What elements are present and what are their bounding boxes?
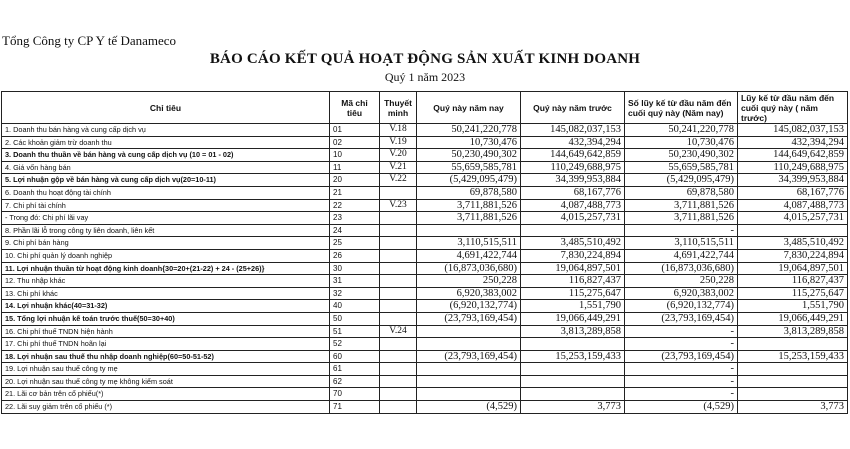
column-header-note: Thuyết minh — [380, 92, 417, 124]
row-ytd-previous: 19,064,897,501 — [738, 262, 848, 275]
row-code: 50 — [330, 312, 380, 325]
row-note — [380, 300, 417, 313]
row-current-quarter — [417, 325, 521, 338]
column-header-indicator: Chỉ tiêu — [2, 92, 330, 124]
row-previous-quarter: 34,399,953,884 — [521, 174, 625, 187]
row-ytd-current: (23,793,169,454) — [625, 312, 738, 325]
row-ytd-previous: 3,773 — [738, 401, 848, 414]
row-ytd-current: - — [625, 388, 738, 401]
row-note: V.24 — [380, 325, 417, 338]
row-ytd-previous — [738, 375, 848, 388]
row-note: V.21 — [380, 161, 417, 174]
report-title: BÁO CÁO KẾT QUẢ HOẠT ĐỘNG SẢN XUẤT KINH DOANH — [209, 51, 641, 67]
row-previous-quarter — [521, 388, 625, 401]
row-label: 11. Lợi nhuận thuần từ hoạt động kinh doanh{30=20+(21-22) + 24 - (25+26)} — [2, 262, 330, 275]
row-label: 7. Chi phí tài chính — [2, 199, 330, 212]
row-code: 02 — [330, 136, 380, 149]
table-row — [2, 325, 848, 338]
column-header-previous-quarter: Quý này năm trước — [521, 92, 625, 124]
row-label: 6. Doanh thu hoạt động tài chính — [2, 186, 330, 199]
row-ytd-previous: 145,082,037,153 — [738, 124, 848, 137]
table-row — [2, 224, 848, 237]
row-ytd-previous: 34,399,953,884 — [738, 174, 848, 187]
table-row — [2, 287, 848, 300]
row-previous-quarter: 110,249,688,975 — [521, 161, 625, 174]
row-code: 24 — [330, 224, 380, 237]
row-label: 1. Doanh thu bán hàng và cung cấp dịch vụ — [2, 124, 330, 137]
row-current-quarter — [417, 224, 521, 237]
table-row — [2, 161, 848, 174]
row-ytd-current: (4,529) — [625, 401, 738, 414]
column-header-ytd-previous: Lũy kế từ đầu năm đến cuối quý này ( năm trước) — [738, 92, 848, 124]
row-ytd-current: - — [625, 338, 738, 351]
row-code: 61 — [330, 363, 380, 376]
row-ytd-previous: 4,087,488,773 — [738, 199, 848, 212]
row-ytd-previous: 3,813,289,858 — [738, 325, 848, 338]
row-note — [380, 350, 417, 363]
row-previous-quarter: 4,087,488,773 — [521, 199, 625, 212]
row-current-quarter: (6,920,132,774) — [417, 300, 521, 313]
row-code: 20 — [330, 174, 380, 187]
row-current-quarter: (23,793,169,454) — [417, 350, 521, 363]
row-label: 10. Chi phí quản lý doanh nghiệp — [2, 249, 330, 262]
row-ytd-current: (5,429,095,479) — [625, 174, 738, 187]
row-ytd-previous — [738, 388, 848, 401]
row-code: 40 — [330, 300, 380, 313]
table-row — [2, 262, 848, 275]
row-note — [380, 375, 417, 388]
row-current-quarter: 6,920,383,002 — [417, 287, 521, 300]
row-ytd-previous: 68,167,776 — [738, 186, 848, 199]
row-ytd-previous: 15,253,159,433 — [738, 350, 848, 363]
row-previous-quarter: 3,485,510,492 — [521, 237, 625, 250]
row-previous-quarter: 4,015,257,731 — [521, 212, 625, 225]
row-ytd-current: - — [625, 224, 738, 237]
row-ytd-current: 55,659,585,781 — [625, 161, 738, 174]
row-note: V.22 — [380, 174, 417, 187]
table-row — [2, 149, 848, 162]
row-code: 30 — [330, 262, 380, 275]
row-ytd-current: 3,711,881,526 — [625, 212, 738, 225]
row-current-quarter: 10,730,476 — [417, 136, 521, 149]
row-code: 22 — [330, 199, 380, 212]
row-current-quarter: (23,793,169,454) — [417, 312, 521, 325]
row-previous-quarter: 19,066,449,291 — [521, 312, 625, 325]
column-header-ytd-current: Số lũy kế từ đầu năm đến cuối quý này (Năm nay) — [625, 92, 738, 124]
row-current-quarter: 55,659,585,781 — [417, 161, 521, 174]
row-note: V.23 — [380, 199, 417, 212]
row-label: 21. Lãi cơ bản trên cổ phiếu(*) — [2, 388, 330, 401]
row-code: 31 — [330, 275, 380, 288]
row-note: V.18 — [380, 124, 417, 137]
table-row — [2, 338, 848, 351]
row-note — [380, 237, 417, 250]
row-ytd-current: - — [625, 325, 738, 338]
row-label: 20. Lợi nhuận sau thuế công ty mẹ không kiểm soát — [2, 375, 330, 388]
row-previous-quarter: 432,394,294 — [521, 136, 625, 149]
row-ytd-previous: 7,830,224,894 — [738, 249, 848, 262]
row-note — [380, 287, 417, 300]
row-note — [380, 312, 417, 325]
row-previous-quarter — [521, 338, 625, 351]
row-current-quarter: 3,711,881,526 — [417, 199, 521, 212]
row-ytd-current: 50,241,220,778 — [625, 124, 738, 137]
row-current-quarter: 4,691,422,744 — [417, 249, 521, 262]
row-label: 22. Lãi suy giảm trên cổ phiếu (*) — [2, 401, 330, 414]
table-row — [2, 174, 848, 187]
row-note — [380, 363, 417, 376]
row-previous-quarter: 68,167,776 — [521, 186, 625, 199]
row-current-quarter: 250,228 — [417, 275, 521, 288]
row-ytd-current: (23,793,169,454) — [625, 350, 738, 363]
table-row — [2, 388, 848, 401]
table-row — [2, 124, 848, 137]
table-row — [2, 136, 848, 149]
row-previous-quarter — [521, 375, 625, 388]
row-label: 4. Giá vốn hàng bán — [2, 161, 330, 174]
row-ytd-current: (6,920,132,774) — [625, 300, 738, 313]
row-note — [380, 275, 417, 288]
row-label: 13. Chi phí khác — [2, 287, 330, 300]
row-previous-quarter: 19,064,897,501 — [521, 262, 625, 275]
row-ytd-current: 3,110,515,511 — [625, 237, 738, 250]
row-previous-quarter: 115,275,647 — [521, 287, 625, 300]
row-label: 8. Phần lãi lỗ trong công ty liên doanh, liên kết — [2, 224, 330, 237]
row-code: 21 — [330, 186, 380, 199]
row-previous-quarter: 3,813,289,858 — [521, 325, 625, 338]
row-code: 51 — [330, 325, 380, 338]
row-current-quarter: 50,241,220,778 — [417, 124, 521, 137]
row-current-quarter: 3,110,515,511 — [417, 237, 521, 250]
row-ytd-current: - — [625, 375, 738, 388]
row-label: 14. Lợi nhuận khác(40=31-32) — [2, 300, 330, 313]
row-note — [380, 186, 417, 199]
column-header-current-quarter: Quý này năm nay — [417, 92, 521, 124]
row-ytd-current: 3,711,881,526 — [625, 199, 738, 212]
row-current-quarter — [417, 338, 521, 351]
row-ytd-current: 10,730,476 — [625, 136, 738, 149]
row-current-quarter — [417, 363, 521, 376]
row-label: 17. Chi phí thuế TNDN hoãn lại — [2, 338, 330, 351]
row-current-quarter: 69,878,580 — [417, 186, 521, 199]
table-row — [2, 401, 848, 414]
table-row — [2, 212, 848, 225]
row-code: 11 — [330, 161, 380, 174]
row-note — [380, 388, 417, 401]
row-ytd-current: (16,873,036,680) — [625, 262, 738, 275]
row-note — [380, 262, 417, 275]
row-code: 23 — [330, 212, 380, 225]
row-current-quarter: (16,873,036,680) — [417, 262, 521, 275]
row-ytd-previous: 110,249,688,975 — [738, 161, 848, 174]
row-label: 12. Thu nhập khác — [2, 275, 330, 288]
row-label: 9. Chi phí bán hàng — [2, 237, 330, 250]
table-row — [2, 375, 848, 388]
row-ytd-previous: 432,394,294 — [738, 136, 848, 149]
row-ytd-current: 69,878,580 — [625, 186, 738, 199]
row-label: 19. Lợi nhuận sau thuế công ty mẹ — [2, 363, 330, 376]
row-ytd-previous: 4,015,257,731 — [738, 212, 848, 225]
row-code: 52 — [330, 338, 380, 351]
company-name: Tổng Công ty CP Y tế Danameco — [2, 33, 177, 48]
table-header-row — [2, 92, 848, 124]
row-ytd-previous: 115,275,647 — [738, 287, 848, 300]
row-ytd-current: 250,228 — [625, 275, 738, 288]
income-statement-table — [1, 91, 848, 414]
table-row — [2, 186, 848, 199]
row-previous-quarter — [521, 363, 625, 376]
row-code: 70 — [330, 388, 380, 401]
row-note — [380, 249, 417, 262]
row-label: 3. Doanh thu thuần về bán hàng và cung cấp dịch vụ (10 = 01 - 02) — [2, 149, 330, 162]
row-label: 2. Các khoản giảm trừ doanh thu — [2, 136, 330, 149]
row-ytd-previous: 116,827,437 — [738, 275, 848, 288]
row-note: V.20 — [380, 149, 417, 162]
row-code: 10 — [330, 149, 380, 162]
row-code: 71 — [330, 401, 380, 414]
report-period: Quý 1 năm 2023 — [384, 70, 466, 84]
row-code: 62 — [330, 375, 380, 388]
column-header-code: Mã chỉ tiêu — [330, 92, 380, 124]
row-previous-quarter: 1,551,790 — [521, 300, 625, 313]
row-ytd-current: - — [625, 363, 738, 376]
row-previous-quarter: 144,649,642,859 — [521, 149, 625, 162]
row-ytd-previous — [738, 338, 848, 351]
row-ytd-previous: 3,485,510,492 — [738, 237, 848, 250]
table-row — [2, 312, 848, 325]
row-label: 5. Lợi nhuận gộp về bán hàng và cung cấp dịch vụ(20=10-11) — [2, 174, 330, 187]
row-previous-quarter: 3,773 — [521, 401, 625, 414]
table-row — [2, 300, 848, 313]
row-code: 01 — [330, 124, 380, 137]
row-previous-quarter: 145,082,037,153 — [521, 124, 625, 137]
row-previous-quarter: 7,830,224,894 — [521, 249, 625, 262]
row-code: 25 — [330, 237, 380, 250]
row-previous-quarter: 116,827,437 — [521, 275, 625, 288]
row-current-quarter — [417, 388, 521, 401]
row-ytd-previous: 19,066,449,291 — [738, 312, 848, 325]
table-row — [2, 275, 848, 288]
table-row — [2, 199, 848, 212]
table-row — [2, 350, 848, 363]
row-code: 32 — [330, 287, 380, 300]
row-ytd-previous — [738, 363, 848, 376]
row-current-quarter: (4,529) — [417, 401, 521, 414]
row-label: 15. Tổng lợi nhuận kế toán trước thuế(50=30+40) — [2, 312, 330, 325]
row-current-quarter: (5,429,095,479) — [417, 174, 521, 187]
row-label: 18. Lợi nhuận sau thuế thu nhập doanh nghiệp(60=50-51-52) — [2, 350, 330, 363]
row-ytd-current: 50,230,490,302 — [625, 149, 738, 162]
row-ytd-previous: 144,649,642,859 — [738, 149, 848, 162]
row-previous-quarter — [521, 224, 625, 237]
row-note — [380, 224, 417, 237]
row-label: 16. Chi phí thuế TNDN hiện hành — [2, 325, 330, 338]
row-note — [380, 338, 417, 351]
table-row — [2, 249, 848, 262]
row-current-quarter: 3,711,881,526 — [417, 212, 521, 225]
row-code: 26 — [330, 249, 380, 262]
row-current-quarter: 50,230,490,302 — [417, 149, 521, 162]
row-ytd-current: 6,920,383,002 — [625, 287, 738, 300]
row-code: 60 — [330, 350, 380, 363]
row-note — [380, 401, 417, 414]
row-previous-quarter: 15,253,159,433 — [521, 350, 625, 363]
row-current-quarter — [417, 375, 521, 388]
row-note — [380, 212, 417, 225]
table-row — [2, 363, 848, 376]
row-ytd-previous — [738, 224, 848, 237]
row-ytd-previous: 1,551,790 — [738, 300, 848, 313]
row-ytd-current: 4,691,422,744 — [625, 249, 738, 262]
row-label: - Trong đó: Chi phí lãi vay — [2, 212, 330, 225]
row-note: V.19 — [380, 136, 417, 149]
table-row — [2, 237, 848, 250]
